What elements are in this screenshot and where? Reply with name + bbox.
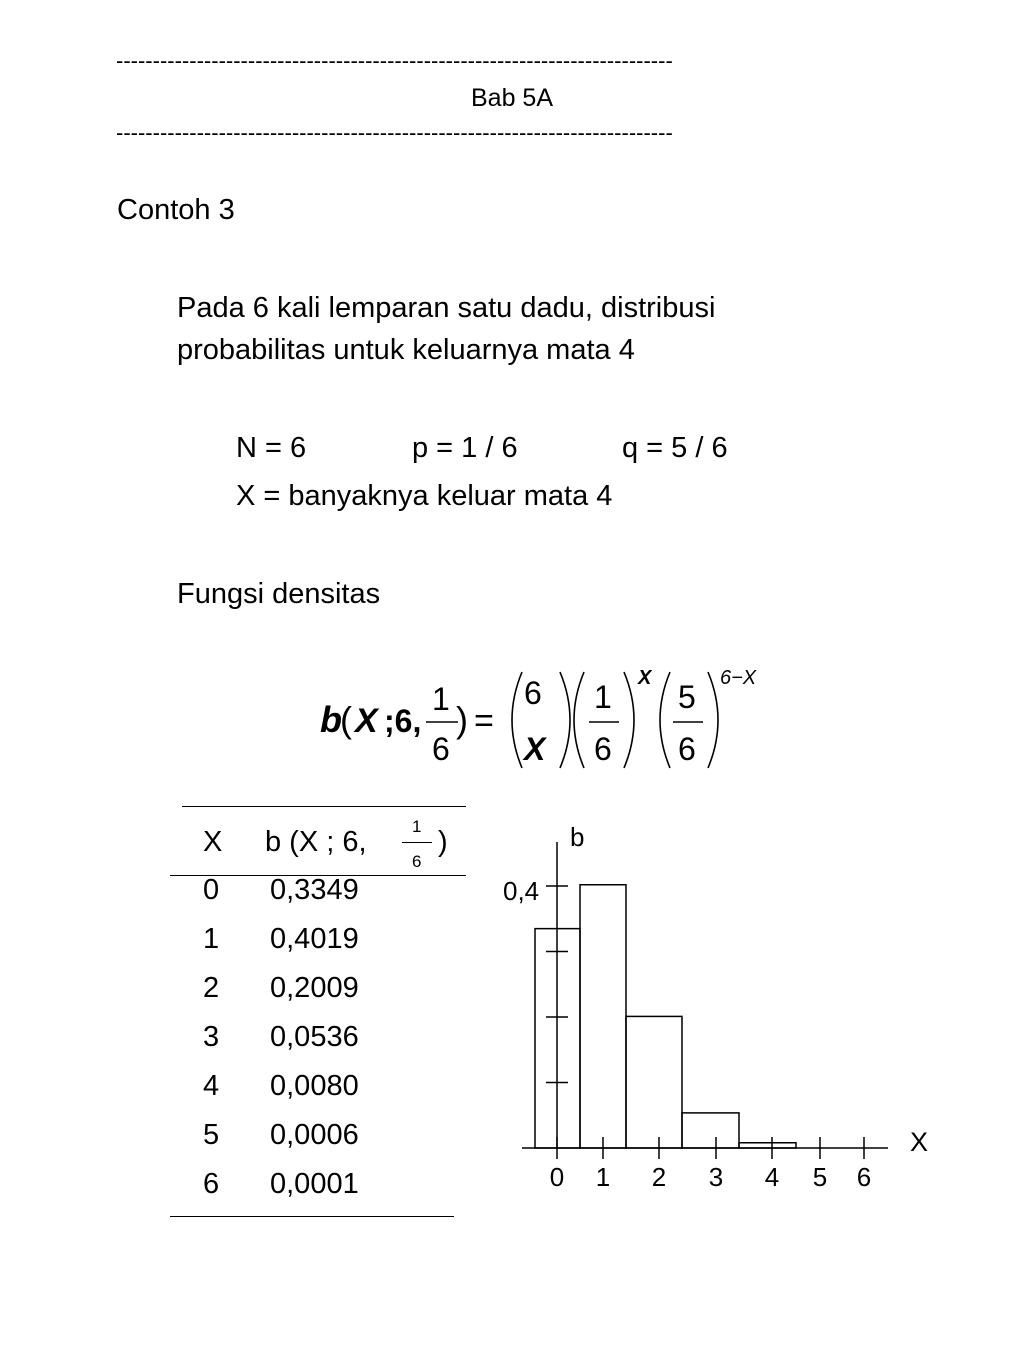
x-tick-label: 2 — [651, 1162, 667, 1192]
density-label: Fungsi densitas — [177, 578, 381, 610]
formula-frac1-den: 6 — [432, 731, 450, 767]
formula-eq: = — [474, 702, 494, 740]
x-tick-label: 3 — [708, 1162, 724, 1192]
table-header-frac-num: 1 — [412, 817, 422, 836]
table-cell-x: 3 — [203, 1021, 220, 1053]
param-q: q = 5 / 6 — [622, 432, 728, 464]
binom-top: 6 — [524, 675, 542, 711]
table-cell-x: 6 — [203, 1168, 220, 1200]
q-num: 5 — [678, 679, 696, 715]
x-tick-label: 6 — [856, 1162, 872, 1192]
q-left-paren — [660, 672, 670, 768]
x-tick-label: 0 — [549, 1162, 565, 1192]
table-cell-x: 1 — [203, 923, 220, 955]
p-num: 1 — [594, 679, 612, 715]
header-rule-top: ---------------------------------------------------------------------------- — [116, 48, 673, 73]
y-axis-label: b — [570, 822, 585, 852]
header-rule-bottom: ---------------------------------------------------------------------------- — [116, 120, 673, 145]
header-title: Bab 5A — [470, 84, 553, 112]
table-cell-b: 0,0001 — [270, 1168, 359, 1200]
histogram-bar — [626, 1016, 682, 1148]
x-definition: X = banyaknya keluar mata 4 — [236, 480, 613, 512]
formula-lparen: ( — [340, 699, 352, 740]
table-cell-b: 0,4019 — [270, 923, 359, 955]
q-right-paren — [708, 672, 718, 768]
param-n: N = 6 — [236, 432, 307, 464]
histogram-bar — [682, 1113, 739, 1148]
table-cell-b: 0,2009 — [270, 972, 359, 1004]
density-formula — [0, 660, 1024, 780]
p-right-paren — [624, 672, 634, 768]
table-header-x: X — [203, 826, 223, 858]
binom-bottom: X — [524, 731, 546, 767]
formula-x: X — [355, 702, 378, 740]
x-tick-label: 1 — [595, 1162, 611, 1192]
q-exponent: 6−X — [720, 667, 757, 689]
example-heading: Contoh 3 — [117, 194, 235, 226]
intro-line-1: Pada 6 kali lemparan satu dadu, distribusi — [177, 292, 716, 324]
p-left-paren — [574, 672, 584, 768]
table-cell-x: 4 — [203, 1070, 220, 1102]
table-cell-b: 0,0080 — [270, 1070, 359, 1102]
table-header-close: ) — [438, 826, 448, 858]
table-header-b: b (X ; 6, — [265, 826, 367, 858]
histogram-bar — [580, 885, 626, 1148]
table-rule-bottom — [170, 1216, 454, 1217]
histogram-bar — [739, 1143, 796, 1148]
intro-line-2: probabilitas untuk keluarnya mata 4 — [177, 334, 635, 366]
p-exponent: X — [638, 667, 652, 689]
histogram-bar — [535, 929, 580, 1148]
table-cell-x: 2 — [203, 972, 220, 1004]
q-den: 6 — [678, 731, 696, 767]
formula-b: b — [320, 699, 342, 740]
x-tick-label: 4 — [764, 1162, 780, 1192]
table-header-frac-den: 6 — [412, 852, 422, 871]
p-den: 6 — [594, 731, 612, 767]
table-cell-b: 0,0536 — [270, 1021, 359, 1053]
binom-right-paren — [560, 672, 570, 768]
y-tick-label: 0,4 — [503, 876, 540, 906]
table-cell-b: 0,3349 — [270, 874, 359, 906]
x-axis-label: X — [910, 1127, 929, 1157]
param-p: p = 1 / 6 — [412, 432, 518, 464]
formula-frac1-num: 1 — [432, 681, 450, 717]
table-rule-top — [182, 806, 466, 807]
table-header-frac-bar — [402, 842, 432, 843]
x-tick-label: 5 — [812, 1162, 828, 1192]
table-cell-b: 0,0006 — [270, 1119, 359, 1151]
table-cell-x: 5 — [203, 1119, 220, 1151]
table-cell-x: 0 — [203, 874, 220, 906]
binom-left-paren — [512, 672, 522, 768]
formula-semi6: ;6, — [384, 703, 422, 739]
formula-rparen: ) — [456, 699, 468, 740]
